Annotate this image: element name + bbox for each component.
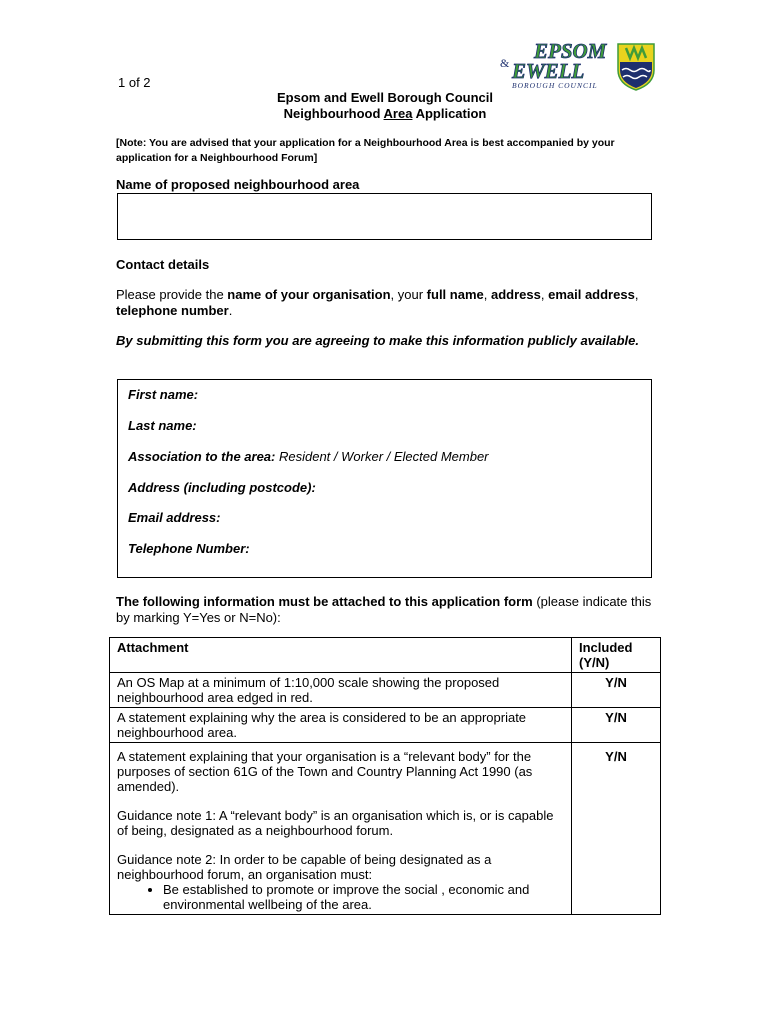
area-name-field[interactable]: [117, 193, 652, 240]
col-attachment: Attachment: [110, 638, 572, 673]
relevant-body-text: A statement explaining that your organisation is a “relevant body” for the purposes of section 61G of the Town and Country Planning Act 1990 (as amended).: [117, 749, 533, 794]
association-field[interactable]: Association to the area: Resident / Worker / Elected Member: [128, 449, 489, 464]
email-field[interactable]: Email address:: [128, 510, 221, 525]
attachment-relevant-body: [110, 743, 572, 915]
included-os-map[interactable]: Y/N: [572, 673, 661, 708]
table-row: [110, 743, 661, 915]
col-included: Included (Y/N): [572, 638, 661, 673]
attachment-os-map: An OS Map at a minimum of 1:10,000 scale showing the proposed neighbourhood area edged in red.: [110, 673, 572, 708]
included-relevant-body[interactable]: Y/N: [572, 743, 661, 915]
council-logo: [498, 40, 658, 92]
table-header-row: [110, 638, 661, 673]
logo-borough-council: BOROUGH COUNCIL: [512, 81, 598, 90]
included-area-statement[interactable]: Y/N: [572, 708, 661, 743]
page-header: [0, 90, 770, 122]
page-number: 1 of 2: [118, 75, 151, 90]
first-name-field[interactable]: First name:: [128, 387, 199, 402]
table-row: [110, 673, 661, 708]
guidance-note-2: Guidance note 2: In order to be capable of being designated as a neighbourhood forum, an organisation must:: [117, 852, 492, 882]
table-row: [110, 708, 661, 743]
telephone-field[interactable]: Telephone Number:: [128, 541, 250, 556]
list-item: • Be established to promote or improve the social , economic and environmental wellbeing of the area.: [163, 882, 564, 912]
address-field[interactable]: Address (including postcode):: [128, 480, 316, 495]
attachment-area-statement: A statement explaining why the area is considered to be an appropriate neighbourhood area.: [110, 708, 572, 743]
last-name-field[interactable]: Last name:: [128, 418, 197, 433]
form-title: Neighbourhood Area Application: [283, 106, 487, 121]
publicity-warning: By submitting this form you are agreeing to make this information publicly available.: [116, 333, 639, 348]
logo-ampersand: &: [500, 56, 510, 70]
requirements-list: [117, 882, 564, 912]
guidance-note-1: Guidance note 1: A “relevant body” is an organisation which is, or is capable of being, designated as a neighbourhood forum.: [117, 808, 554, 838]
council-name: Epsom and Ewell Borough Council: [277, 90, 493, 105]
logo-ewell: EWELL: [512, 59, 585, 83]
attachments-table: [109, 637, 661, 915]
area-name-heading: Name of proposed neighbourhood area: [116, 177, 360, 192]
logo-graphic: [498, 40, 658, 92]
logo-epsom: EPSOM: [534, 40, 607, 63]
shield-icon: [618, 44, 654, 90]
advisory-note: [Note: You are advised that your application for a Neighbourhood Area is best accompanied by your application for a Neighbourhood Forum]: [116, 137, 615, 164]
contact-details-heading: Contact details: [116, 257, 210, 272]
contact-instructions: Please provide the name of your organisation, your full name, address, email address, telephone number.: [116, 287, 639, 318]
attachments-intro: The following information must be attached to this application form (please indicate this by marking Y=Yes or N=No):: [116, 594, 652, 625]
